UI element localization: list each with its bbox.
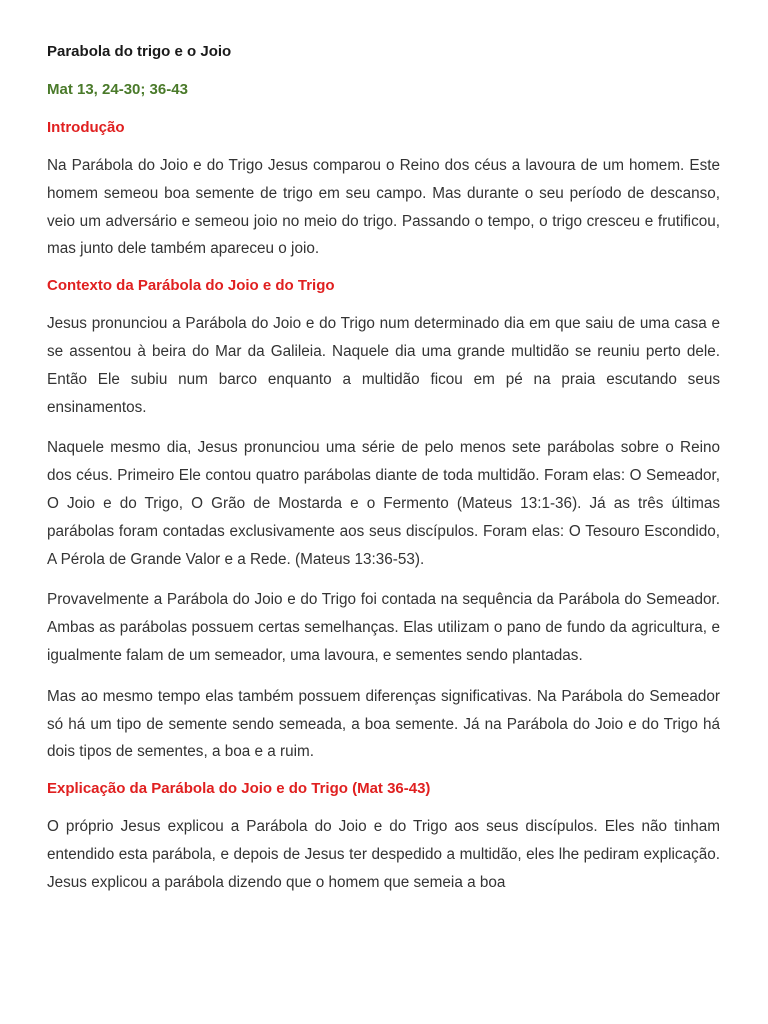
paragraph: O próprio Jesus explicou a Parábola do Joio e do Trigo aos seus discípulos. Eles não tinham entendido esta parábola, e depois de Jesus ter despedido a multidão, eles lhe pediram explicação. Jesus explicou a parábola dizendo que o homem que semeia a boa	[47, 818, 720, 891]
paragraph: Mas ao mesmo tempo elas também possuem diferenças significativas. Na Parábola do Semeador só há um tipo de semente sendo semeada, a boa semente. Já na Parábola do Joio e do Trigo há dois tipos de sementes, a boa e a ruim.	[47, 687, 720, 761]
paragraph: Jesus pronunciou a Parábola do Joio e do Trigo num determinado dia em que saiu de uma casa e se assentou à beira do Mar da Galileia. Naquele dia uma grande multidão se reuniu perto dele. Então Ele subiu num barco enquanto a multidão ficou em pé na praia escutando seus ensinamentos.	[47, 315, 720, 416]
document-title: Parabola do trigo e o Joio	[47, 43, 232, 60]
section-heading-contexto: Contexto da Parábola do Joio e do Trigo	[47, 277, 335, 295]
section-heading-explicacao: Explicação da Parábola do Joio e do Trigo (Mat 36-43)	[47, 780, 431, 798]
section-heading-introducao: Introdução	[47, 119, 125, 136]
paragraph: Naquele mesmo dia, Jesus pronunciou uma série de pelo menos sete parábolas sobre o Reino dos céus. Primeiro Ele contou quatro parábolas diante de toda multidão. Foram elas: O Semeador, O Joio e do Trigo, O Grão de Mostarda e o Fermento (Mateus 13:1-36). Já as três últimas parábolas foram contadas exclusivamente aos seus discípulos. Foram elas: O Tesouro Escondido, A Pérola de Grande Valor e a Rede. (Mateus 13:36-53).	[47, 439, 720, 568]
paragraph: Provavelmente a Parábola do Joio e do Trigo foi contada na sequência da Parábola do Semeador. Ambas as parábolas possuem certas semelhanças. Elas utilizam o pano de fundo da agricultura, e igualmente falam de um semeador, uma lavoura, e sementes sendo plantadas.	[47, 591, 720, 664]
scripture-reference: Mat 13, 24-30; 36-43	[47, 81, 188, 98]
paragraph: Na Parábola do Joio e do Trigo Jesus comparou o Reino dos céus a lavoura de um homem. Este homem semeou boa semente de trigo em seu campo. Mas durante o seu período de descanso, veio um adversário e semeou joio no meio do trigo. Passando o tempo, o trigo cresceu e frutificou, mas junto dele também apareceu o joio.	[47, 157, 720, 258]
